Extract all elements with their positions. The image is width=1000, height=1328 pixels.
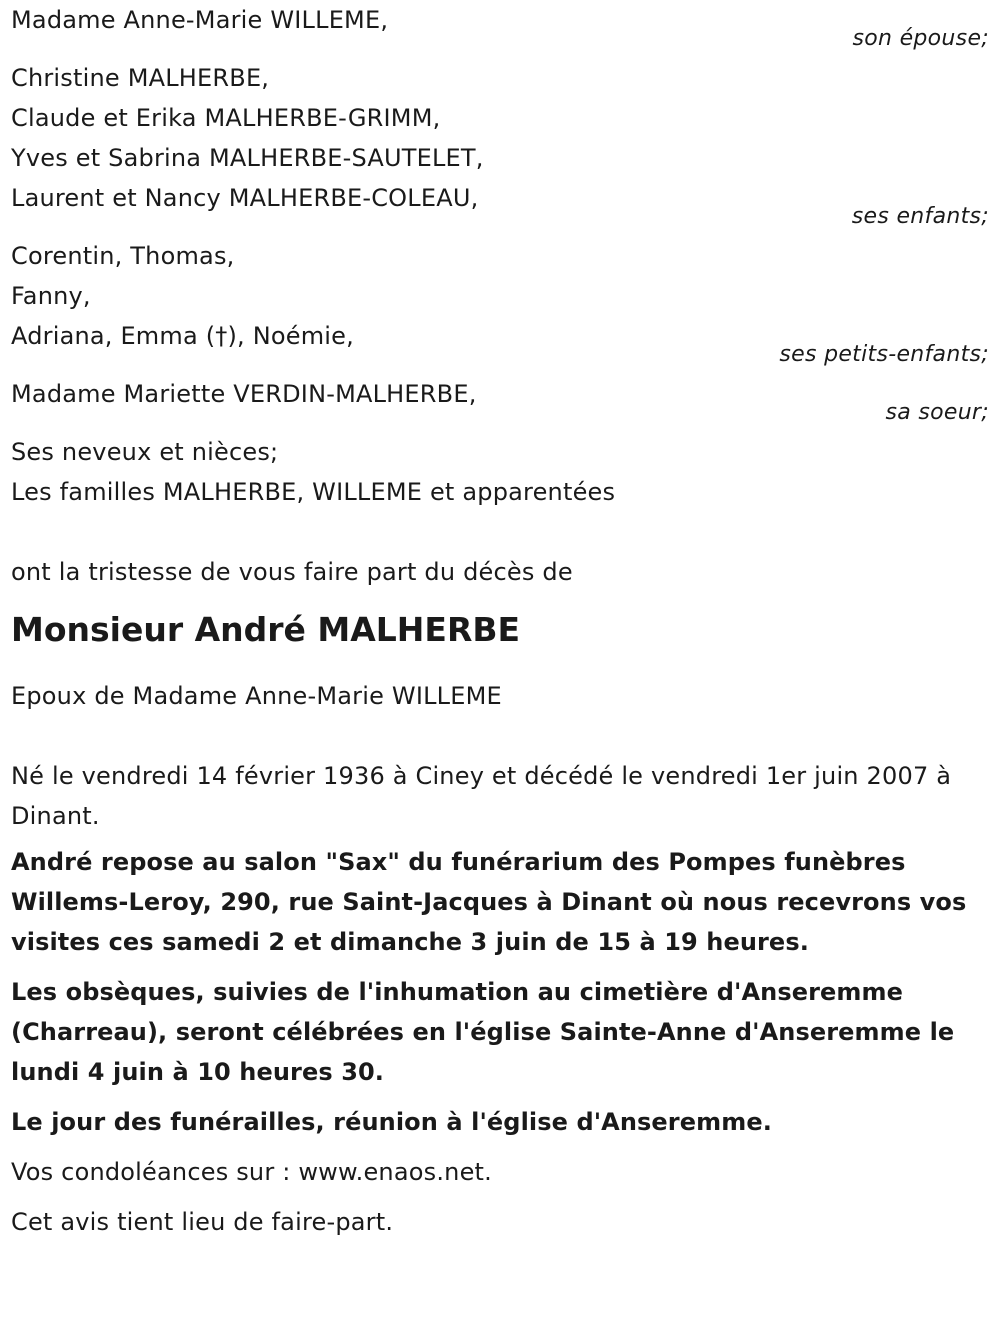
closing-text: Cet avis tient lieu de faire-part. [11, 1208, 394, 1236]
grandchild-name: Fanny, [11, 282, 91, 310]
child-name: Laurent et Nancy MALHERBE-COLEAU, [11, 184, 479, 212]
grandchild-name: Corentin, Thomas, [11, 242, 235, 270]
child-name: Claude et Erika MALHERBE-GRIMM, [11, 104, 441, 132]
condolences-text: Vos condoléances sur : www.enaos.net. [11, 1158, 492, 1186]
funeral-text: Les obsèques, suivies de l'inhumation au cimetière d'Anseremme (Charreau), seront célébrées en l'église Sainte-Anne d'Anseremme le lundi 4 juin à 10 heures 30. [11, 978, 955, 1086]
grandchildren-role: ses petits-enfants; [779, 342, 989, 367]
others-group [11, 432, 989, 512]
spouse-name: Madame Anne-Marie WILLEME, [11, 6, 389, 34]
relatives-line: Ses neveux et nièces; [11, 438, 279, 466]
child-name: Yves et Sabrina MALHERBE-SAUTELET, [11, 144, 484, 172]
relatives-line: Les familles MALHERBE, WILLEME et apparentées [11, 478, 616, 506]
grandchild-name: Adriana, Emma (†), Noémie, [11, 322, 354, 350]
spouse-role: son épouse; [852, 26, 989, 51]
spouse-group [11, 0, 989, 50]
sister-group [11, 374, 989, 424]
deceased-name: Monsieur André MALHERBE [11, 610, 521, 649]
grandchildren-group [11, 236, 989, 366]
sister-role: sa soeur; [885, 400, 989, 425]
visitation-text: André repose au salon "Sax" du funérarium des Pompes funèbres Willems-Leroy, 290, rue Saint-Jacques à Dinant où nous recevrons vos visites ces samedi 2 et dimanche 3 juin de 15 à 19 heures. [11, 848, 967, 956]
announcement-text: ont la tristesse de vous faire part du décès de [11, 558, 573, 586]
child-name: Christine MALHERBE, [11, 64, 270, 92]
children-group [11, 58, 989, 228]
obituary-notice [11, 0, 989, 1242]
sister-name: Madame Mariette VERDIN-MALHERBE, [11, 380, 477, 408]
spouse-of-line: Epoux de Madame Anne-Marie WILLEME [11, 682, 502, 710]
children-role: ses enfants; [851, 204, 989, 229]
birth-death-text: Né le vendredi 14 février 1936 à Ciney et décédé le vendredi 1er juin 2007 à Dinant. [11, 762, 952, 830]
meeting-text: Le jour des funérailles, réunion à l'église d'Anseremme. [11, 1108, 772, 1136]
